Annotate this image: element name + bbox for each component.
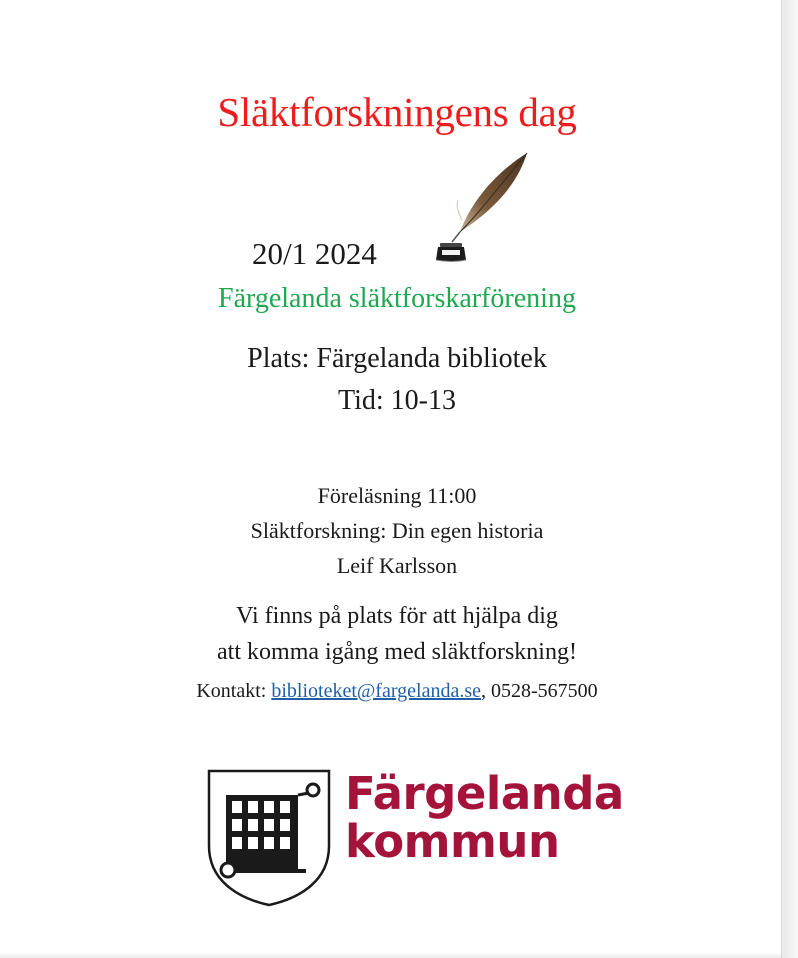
lecture-info [0, 478, 794, 583]
contact-phone: , 0528-567500 [480, 680, 598, 702]
event-time: Tid: 10-13 [337, 385, 456, 416]
contact-label: Kontakt: [196, 680, 267, 702]
lecture-time: Föreläsning 11:00 [317, 483, 477, 508]
event-date: 20/1 2024 [252, 236, 377, 271]
contact-email-link[interactable]: biblioteket@fargelanda.se [271, 680, 481, 702]
page-bottom-shadow [0, 952, 781, 958]
municipality-logo-text [345, 767, 624, 868]
lecturer-name: Leif Karlsson [336, 553, 458, 578]
help-text [0, 598, 794, 670]
help-line-2: att komma igång med släktforskning! [217, 639, 577, 665]
event-place: Plats: Färgelanda bibliotek [247, 343, 547, 374]
logo-line-1: Färgelanda [345, 767, 624, 820]
organizer-name: Färgelanda släktforskarförening [218, 283, 576, 314]
logo-line-2: kommun [345, 815, 560, 868]
contact-line [0, 680, 794, 703]
municipality-crest-icon [206, 768, 332, 908]
poster-title: Släktforskningens dag [217, 89, 577, 135]
quill-inkwell-icon [432, 150, 532, 265]
lecture-title: Släktforskning: Din egen historia [250, 518, 544, 543]
help-line-1: Vi finns på plats för att hjälpa dig [236, 603, 558, 629]
